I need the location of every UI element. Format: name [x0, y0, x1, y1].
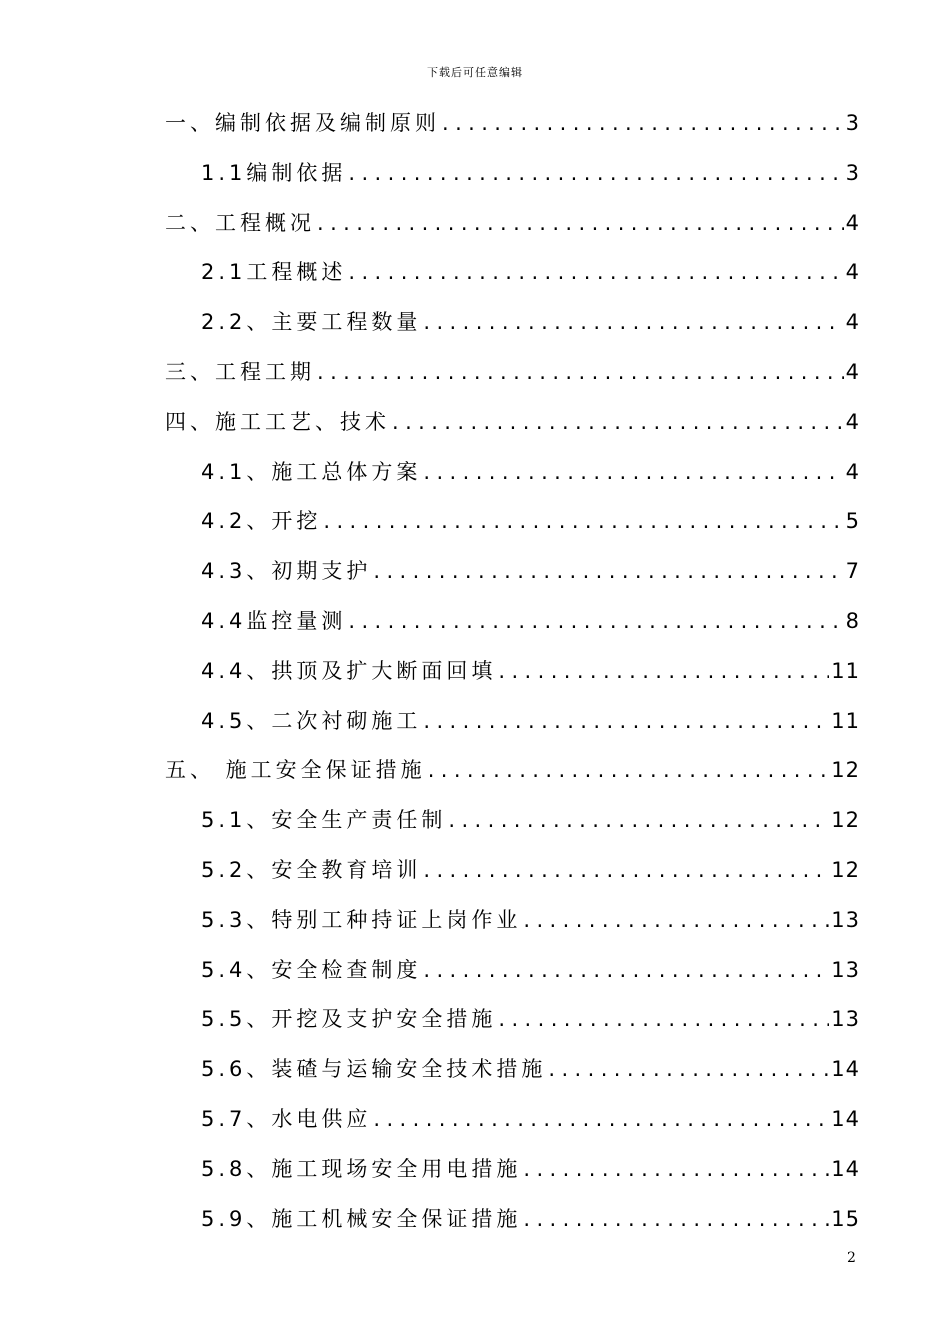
toc-entry[interactable] [201, 646, 860, 696]
toc-entry-title: 5.5、开挖及支护安全措施 [201, 1007, 497, 1032]
toc-entry-page: 12 [831, 808, 860, 833]
toc-entry[interactable] [201, 1094, 860, 1144]
toc-entry[interactable] [201, 148, 860, 198]
toc-entry[interactable] [201, 845, 860, 895]
toc-entry-title: 三、工程工期 [165, 360, 315, 384]
toc-entry-page: 12 [831, 758, 860, 783]
toc-entry-page: 4 [845, 310, 860, 335]
toc-entry[interactable] [201, 247, 860, 297]
toc-dot-leader [498, 994, 829, 1044]
toc-entry-page: 8 [845, 609, 860, 633]
toc-entry-title: 5.9、施工机械安全保证措施 [201, 1206, 522, 1231]
toc-entry-page: 3 [845, 111, 860, 135]
toc-entry-page: 14 [831, 1107, 860, 1131]
toc-entry-page: 13 [831, 1007, 860, 1032]
page-number: 2 [847, 1250, 856, 1266]
toc-entry[interactable] [201, 895, 860, 945]
toc-entry-title: 2.2、主要工程数量 [201, 310, 422, 335]
toc-dot-leader [428, 745, 830, 795]
toc-entry-page: 12 [831, 858, 860, 882]
toc-entry-title: 5.8、施工现场安全用电措施 [201, 1156, 522, 1181]
toc-entry-title: 4.2、开挖 [201, 509, 322, 534]
toc-dot-leader [523, 1144, 829, 1194]
toc-entry-page: 4 [845, 360, 860, 384]
toc-entry[interactable] [201, 795, 860, 845]
toc-entry-title: 5.3、特别工种持证上岗作业 [201, 907, 522, 932]
toc-dot-leader [317, 198, 844, 248]
toc-entry-title: 4.3、初期支护 [201, 559, 372, 584]
toc-entry[interactable] [201, 596, 860, 646]
toc-dot-leader [423, 945, 829, 995]
toc-entry-page: 7 [845, 559, 860, 584]
toc-entry-page: 11 [831, 658, 860, 683]
toc-entry[interactable] [165, 397, 860, 447]
toc-dot-leader [373, 546, 843, 596]
toc-entry-page: 4 [845, 409, 860, 434]
toc-dot-leader [498, 646, 829, 696]
toc-entry-page: 14 [831, 1057, 860, 1082]
toc-entry[interactable] [165, 198, 860, 248]
toc-entry[interactable] [201, 447, 860, 497]
toc-entry-title: 4.5、二次衬砌施工 [201, 708, 422, 733]
toc-dot-leader [448, 795, 829, 845]
toc-entry-title: 5.2、安全教育培训 [201, 858, 422, 882]
toc-entry-title: 5.1、安全生产责任制 [201, 808, 447, 833]
toc-entry-page: 14 [831, 1156, 860, 1181]
toc-entry-title: 1.1编制依据 [201, 160, 347, 185]
toc-dot-leader [423, 845, 829, 895]
toc-entry-page: 4 [845, 260, 860, 285]
toc-entry[interactable] [201, 297, 860, 347]
toc-dot-leader [423, 297, 843, 347]
toc-entry[interactable] [201, 546, 860, 596]
toc-entry-page: 4 [845, 210, 860, 235]
toc-entry-page: 15 [831, 1206, 860, 1231]
toc-entry-title: 5.7、水电供应 [201, 1107, 372, 1131]
toc-entry-title: 5.4、安全检查制度 [201, 957, 422, 982]
toc-dot-leader [373, 1094, 829, 1144]
toc-dot-leader [348, 148, 843, 198]
toc-dot-leader [423, 696, 829, 746]
toc-entry[interactable] [201, 696, 860, 746]
toc-entry[interactable] [201, 1044, 860, 1094]
toc-entry-page: 4 [845, 459, 860, 484]
toc-entry-page: 5 [845, 509, 860, 534]
toc-entry[interactable] [201, 496, 860, 546]
toc-entry-title: 5.6、装碴与运输安全技术措施 [201, 1057, 547, 1082]
toc-entry-title: 2.1工程概述 [201, 260, 347, 285]
toc-entry[interactable] [165, 745, 860, 795]
toc-dot-leader [442, 98, 844, 148]
toc-entry[interactable] [165, 347, 860, 397]
toc-entry[interactable] [165, 98, 860, 148]
toc-entry-title: 4.4、拱顶及扩大断面回填 [201, 658, 497, 683]
toc-entry[interactable] [201, 994, 860, 1044]
toc-entry[interactable] [201, 945, 860, 995]
toc-dot-leader [523, 1194, 829, 1244]
toc-entry-title: 二、工程概况 [165, 210, 315, 235]
toc-entry-page: 13 [831, 907, 860, 932]
toc-dot-leader [348, 247, 843, 297]
toc-dot-leader [392, 397, 844, 447]
toc-dot-leader [423, 447, 843, 497]
toc-entry[interactable] [201, 1144, 860, 1194]
toc-entry-title: 4.1、施工总体方案 [201, 459, 422, 484]
toc-dot-leader [317, 347, 844, 397]
toc-dot-leader [348, 596, 843, 646]
toc-entry-page: 3 [845, 160, 860, 185]
page-header: 下载后可任意编辑 [427, 66, 523, 79]
toc-entry-page: 13 [831, 957, 860, 982]
toc-entry-title: 4.4监控量测 [201, 609, 347, 633]
toc-entry-title: 五、 施工安全保证措施 [165, 758, 426, 783]
toc-dot-leader [523, 895, 829, 945]
toc-entry-page: 11 [831, 708, 860, 733]
toc-dot-leader [323, 496, 843, 546]
toc-entry-title: 一、编制依据及编制原则 [165, 111, 440, 135]
toc-entry-title: 四、施工工艺、技术 [165, 409, 390, 434]
toc-entry[interactable] [201, 1194, 860, 1244]
toc-dot-leader [548, 1044, 829, 1094]
